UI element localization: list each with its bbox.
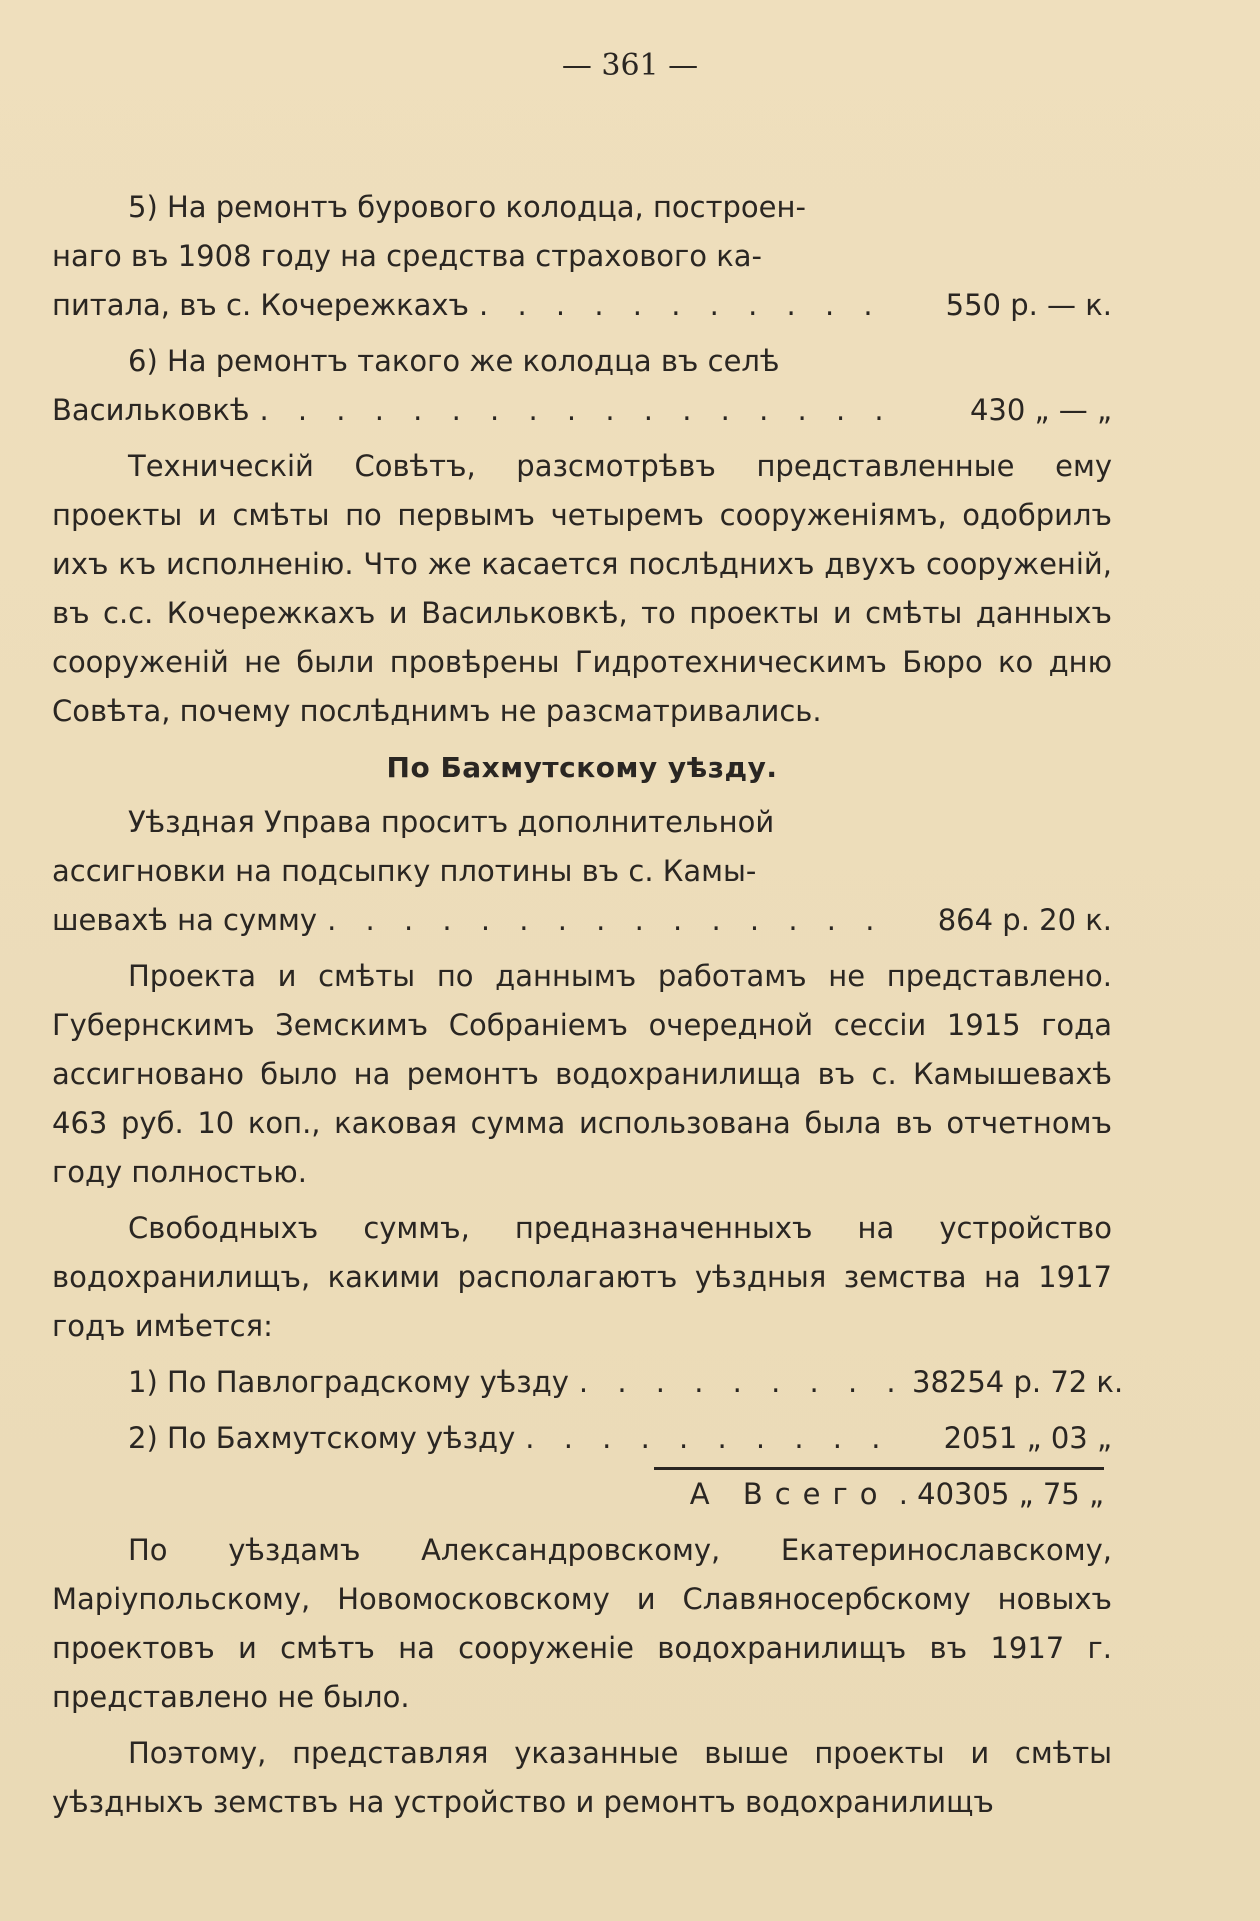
- grand-total-label: А Всего: [689, 1477, 890, 1511]
- item-5: [52, 183, 943, 281]
- leader-dots: [479, 281, 902, 330]
- page-number: — 361 —: [561, 48, 699, 83]
- item-5-amount: 550 р. — к.: [945, 288, 1112, 322]
- item-5-total-line: [52, 281, 1112, 330]
- bakhmut-request-line3: шевахѣ на сумму: [52, 903, 318, 937]
- bakhmut-request-total-line: [52, 896, 1112, 945]
- bakhmut-request: [52, 798, 1112, 945]
- bakhmut-request-amount: 864 р. 20 к.: [937, 903, 1112, 937]
- paragraph-therefore: Поэтому, представляя указанные выше проекты и смѣты уѣздныхъ земствъ на устройство и ремонтъ водохранилищъ: [52, 1736, 1112, 1819]
- free-sum-amount: 38254 р. 72 к.: [912, 1365, 1124, 1399]
- item-6-amount: 430 „ — „: [969, 393, 1112, 427]
- item-6-total-line: [52, 386, 1112, 435]
- item-6: [52, 337, 1112, 386]
- free-sum-label: 2) По Бахмутскому уѣзду: [128, 1421, 516, 1455]
- grand-total-amount: . 40305 „ 75 „: [898, 1477, 1104, 1511]
- section-heading-bakhmut: По Бахмутскому уѣзду.: [386, 751, 778, 784]
- paragraph-other-districts: По уѣздамъ Александровскому, Екатеринославскому, Маріупольскому, Новомосковскому и Славяносербскому новыхъ проектовъ и смѣтъ на сооруженіе водохранилищъ въ 1917 г. представлено не было.: [52, 1533, 1112, 1714]
- free-sum-row: [52, 1414, 1112, 1463]
- item-5-line1: 5) На ремонтъ бурового колодца, построен-: [128, 190, 806, 224]
- grand-total: [52, 1470, 1112, 1519]
- paragraph-technical-council: Техническій Совѣтъ, разсмотрѣвъ представленные ему проекты и смѣты по первымъ четыремъ сооруженіямъ, одобрилъ ихъ къ исполненію. Что же касается послѣднихъ двухъ сооруженій, въ с.с. Кочережкахъ и Васильковкѣ, то проекты и смѣты данныхъ сооруженій не были провѣрены Гидротехническимъ Бюро ко дню Совѣта, почему послѣднимъ не разсматривались.: [52, 449, 1112, 728]
- leader-dots: [579, 1358, 902, 1407]
- item-5-line2: наго въ 1908 году на средства страхового ка-: [52, 239, 762, 273]
- leader-dots: [259, 386, 902, 435]
- leader-dots: [327, 896, 902, 945]
- page-body: [52, 183, 1124, 1834]
- paragraph-free-sums: Свободныхъ суммъ, предназначенныхъ на устройство водохранилищъ, какими располагаютъ уѣздныя земства на 1917 годъ имѣется:: [52, 1211, 1112, 1343]
- leader-dots: [525, 1414, 902, 1463]
- free-sum-label: 1) По Павлоградскому уѣзду: [128, 1365, 569, 1399]
- free-sum-row: [52, 1358, 1124, 1407]
- bakhmut-request-line1: Уѣздная Управа проситъ дополнительной: [128, 805, 775, 839]
- paragraph-project-estimate: Проекта и смѣты по даннымъ работамъ не представлено. Губернскимъ Земскимъ Собраніемъ очередной сессіи 1915 года ассигновано было на ремонтъ водохранилища въ с. Камышевахѣ 463 руб. 10 коп., каковая сумма использована была въ отчетномъ году полностью.: [52, 959, 1112, 1189]
- bakhmut-request-line2: ассигновки на подсыпку плотины въ с. Камы-: [52, 854, 757, 888]
- item-6-line2: Васильковкѣ: [52, 393, 250, 427]
- free-sum-amount: 2051 „ 03 „: [943, 1421, 1112, 1455]
- item-5-line3: питала, въ с. Кочережкахъ: [52, 288, 470, 322]
- item-6-line1: 6) На ремонтъ такого же колодца въ селѣ: [128, 344, 780, 378]
